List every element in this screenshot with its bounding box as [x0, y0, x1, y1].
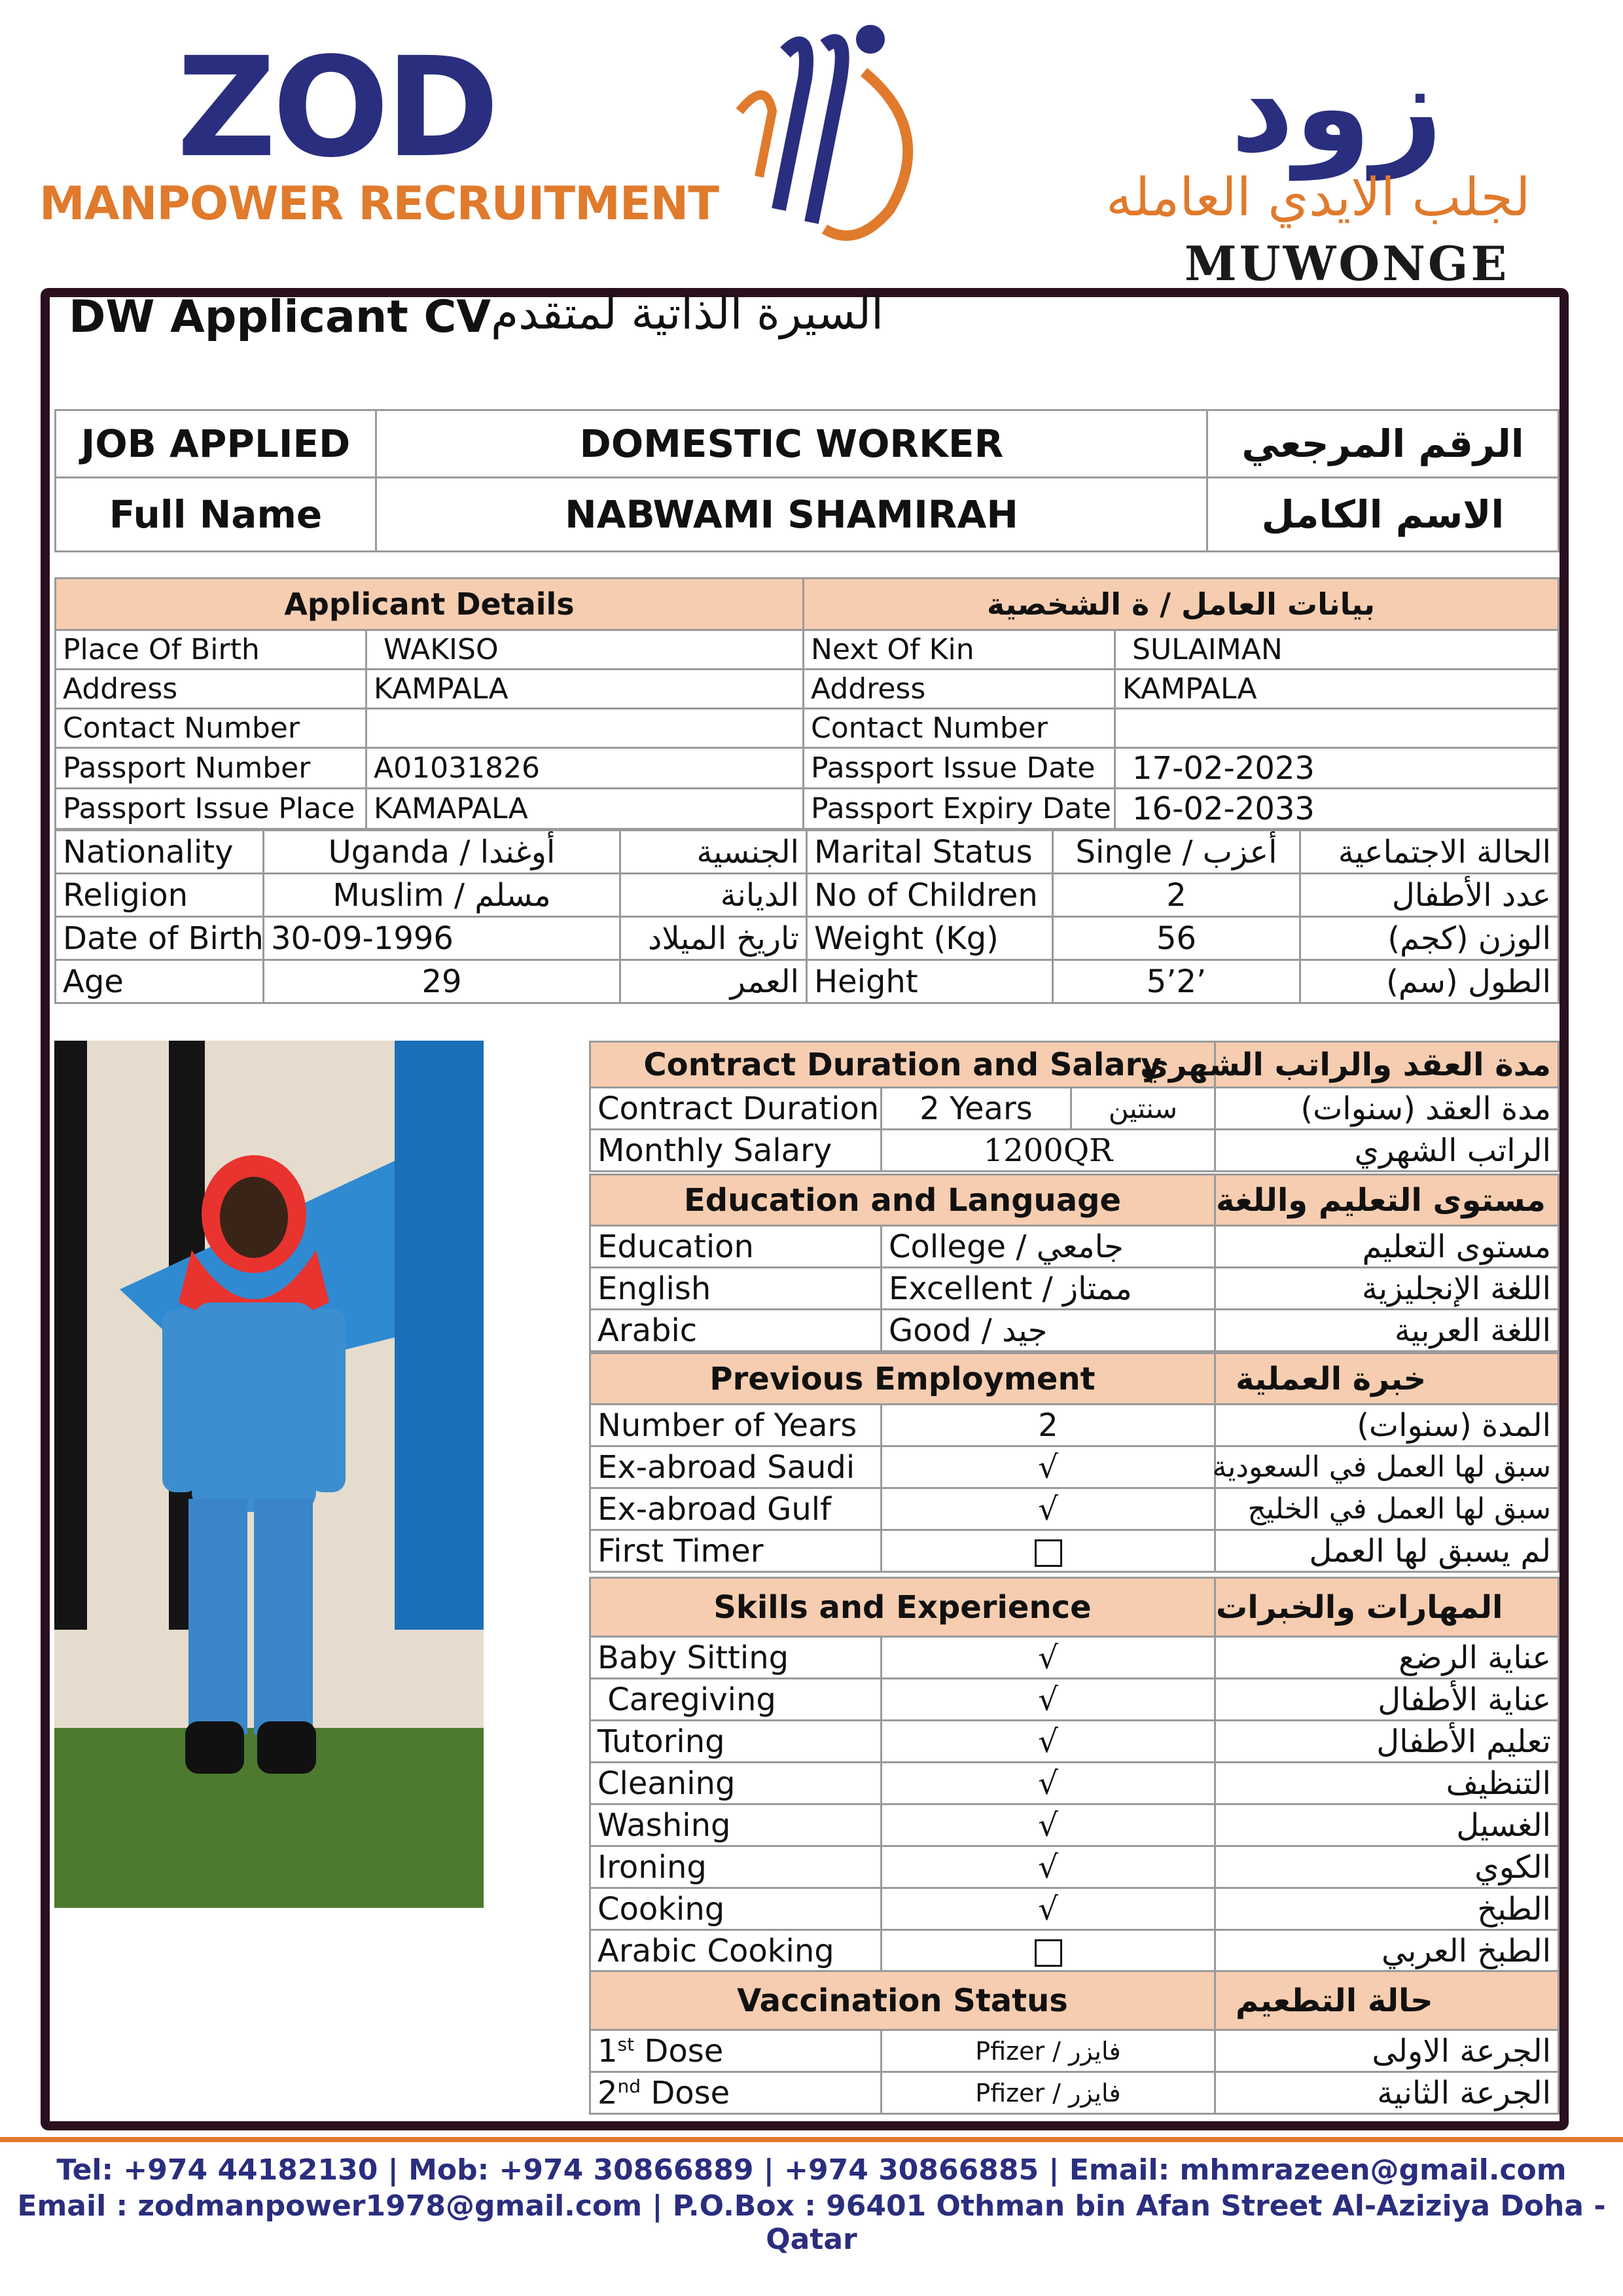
first-timer-checkbox[interactable]: [1035, 1539, 1062, 1567]
contract-duration-label: Contract Duration: [590, 1088, 882, 1130]
education-ar: مستوى التعليم: [1215, 1226, 1559, 1268]
arabic-value: Good / جيد: [882, 1310, 1215, 1352]
dose1-label: 1st Dose: [590, 2030, 882, 2072]
kin-contact-number-value: [1115, 709, 1559, 748]
skill-baby-sitting-ar: عناية الرضع: [1215, 1637, 1559, 1679]
marital-status-value: Single / أعزب: [1053, 831, 1300, 874]
english-ar: اللغة الإنجليزية: [1215, 1268, 1559, 1310]
passport-issue-date-value: 17-02-2023: [1115, 748, 1559, 789]
full-name-ar: الاسم الكامل: [1207, 478, 1559, 552]
children-label: No of Children: [807, 874, 1053, 917]
skill-cooking-ar: الطبخ: [1215, 1888, 1559, 1930]
age-ar: العمر: [620, 960, 807, 1003]
applicant-details-table: [54, 577, 1560, 830]
employment-table: [589, 1352, 1560, 1573]
kin-contact-number-label: Contact Number: [804, 709, 1115, 748]
applicant-details-header: Applicant Details: [56, 579, 804, 630]
education-value: College / جامعي: [882, 1226, 1215, 1268]
dose1-value: Pfizer / فايزر: [882, 2030, 1215, 2072]
dose2-label: 2nd Dose: [590, 2072, 882, 2114]
place-of-birth-value: WAKISO: [366, 630, 804, 670]
kin-address-label: Address: [804, 670, 1115, 709]
skill-baby-sitting-label: Baby Sitting: [590, 1637, 882, 1679]
religion-ar: الديانة: [620, 874, 807, 917]
height-ar: الطول (سم): [1300, 960, 1559, 1003]
brand-arabic-text: زود: [1230, 35, 1443, 180]
skills-header-ar: المهارات والخبرات: [1215, 1578, 1559, 1637]
passport-number-label: Passport Number: [56, 748, 366, 789]
skill-arabic-cooking-ar: الطبخ العربي: [1215, 1930, 1559, 1972]
ex-abroad-saudi-label: Ex-abroad Saudi: [590, 1446, 882, 1488]
passport-expiry-date-label: Passport Expiry Date: [804, 789, 1115, 829]
education-label: Education: [590, 1226, 882, 1268]
dose1-ar: الجرعة الاولى: [1215, 2030, 1559, 2072]
nationality-value: Uganda / أوغندا: [264, 831, 620, 874]
date-of-birth-ar: تاريخ الميلاد: [620, 917, 807, 960]
employment-header-ar: خبرة العملية: [1215, 1354, 1559, 1405]
job-name-table: [54, 409, 1560, 552]
applicant-photo: [54, 1041, 484, 1908]
education-table: [589, 1174, 1560, 1352]
full-name-value: NABWAMI SHAMIRAH: [376, 478, 1207, 552]
passport-number-value: A01031826: [366, 748, 804, 789]
marital-status-label: Marital Status: [807, 831, 1053, 874]
footer-contact-line: Tel: +974 44182130 | Mob: +974 30866889 | +974 30866885 | Email: mhmrazeen@gmail.com: [56, 2153, 1567, 2187]
skill-washing-label: Washing: [590, 1804, 882, 1846]
ex-abroad-gulf-label: Ex-abroad Gulf: [590, 1488, 882, 1530]
ex-abroad-gulf-check: √: [882, 1488, 1215, 1530]
monthly-salary-label: Monthly Salary: [590, 1130, 882, 1172]
arabic-cooking-checkbox[interactable]: [1035, 1939, 1062, 1967]
footer-address-line: Email : zodmanpower1978@gmail.com | P.O.Box : 96401 Othman bin Afan Street Al-Aziziya Doha - Qatar: [17, 2189, 1606, 2256]
monthly-salary-ar: الراتب الشهري: [1215, 1130, 1559, 1172]
contract-duration-value-ar: سنتين: [1071, 1088, 1215, 1130]
skill-ironing-check: √: [882, 1846, 1215, 1888]
contract-duration-value: 2 Years: [882, 1088, 1071, 1130]
contract-table: [589, 1041, 1560, 1172]
monthly-salary-value: 1200QR: [882, 1130, 1215, 1172]
skill-tutoring-label: Tutoring: [590, 1721, 882, 1763]
ex-abroad-gulf-ar: سبق لها العمل في الخليج: [1215, 1488, 1559, 1530]
dose2-value: Pfizer / فايزر: [882, 2072, 1215, 2114]
nationality-ar: الجنسية: [620, 831, 807, 874]
ex-abroad-saudi-check: √: [882, 1446, 1215, 1488]
height-value: 5’2’: [1053, 960, 1300, 1003]
nationality-label: Nationality: [56, 831, 264, 874]
skill-cooking-check: √: [882, 1888, 1215, 1930]
skill-washing-ar: الغسيل: [1215, 1804, 1559, 1846]
skills-table: [589, 1577, 1560, 1973]
contact-number-value: [366, 709, 804, 748]
weight-ar: الوزن (كجم): [1300, 917, 1559, 960]
vaccination-header: Vaccination Status: [590, 1971, 1215, 2030]
vaccination-header-ar: حالة التطعيم: [1215, 1971, 1559, 2030]
years-label: Number of Years: [590, 1405, 882, 1446]
skills-header: Skills and Experience: [590, 1578, 1215, 1637]
next-of-kin-value: SULAIMAN: [1115, 630, 1559, 670]
passport-issue-date-label: Passport Issue Date: [804, 748, 1115, 789]
applicant-details-header-ar: بيانات العامل / ة الشخصية: [804, 579, 1559, 630]
cv-title-arabic: السيرة الذاتية لمتقدم: [491, 288, 884, 340]
years-value: 2: [882, 1405, 1215, 1446]
cv-title: DW Applicant CV: [69, 291, 491, 343]
full-name-label: Full Name: [56, 478, 376, 552]
arabic-ar: اللغة العربية: [1215, 1310, 1559, 1352]
skill-cleaning-check: √: [882, 1763, 1215, 1804]
brand-subtitle: MANPOWER RECRUITMENT: [39, 177, 719, 230]
contract-duration-ar: مدة العقد (سنوات): [1215, 1088, 1559, 1130]
weight-value: 56: [1053, 917, 1300, 960]
place-of-birth-label: Place Of Birth: [56, 630, 366, 670]
skill-caregiving-check: √: [882, 1679, 1215, 1721]
personal-info-table: [54, 829, 1560, 1004]
job-applied-value: DOMESTIC WORKER: [376, 410, 1207, 478]
arabic-label: Arabic: [590, 1310, 882, 1352]
english-value: Excellent / ممتاز: [882, 1268, 1215, 1310]
first-timer-label: First Timer: [590, 1530, 882, 1572]
contract-header: Contract Duration and Salary: [590, 1042, 1215, 1088]
passport-issue-place-value: KAMAPALA: [366, 789, 804, 829]
religion-label: Religion: [56, 874, 264, 917]
skill-washing-check: √: [882, 1804, 1215, 1846]
age-label: Age: [56, 960, 264, 1003]
agency-name: MUWONGE: [1185, 236, 1510, 291]
date-of-birth-value: 30-09-1996: [264, 917, 620, 960]
skill-arabic-cooking-cell: [882, 1930, 1215, 1972]
address-label: Address: [56, 670, 366, 709]
next-of-kin-label: Next Of Kin: [804, 630, 1115, 670]
skill-ironing-label: Ironing: [590, 1846, 882, 1888]
years-ar: المدة (سنوات): [1215, 1405, 1559, 1446]
employment-header: Previous Employment: [590, 1354, 1215, 1405]
ex-abroad-saudi-ar: سبق لها العمل في السعودية: [1215, 1446, 1559, 1488]
skill-ironing-ar: الكوي: [1215, 1846, 1559, 1888]
first-timer-ar: لم يسبق لها العمل: [1215, 1530, 1559, 1572]
address-value: KAMPALA: [366, 670, 804, 709]
passport-expiry-date-value: 16-02-2033: [1115, 789, 1559, 829]
dose2-ar: الجرعة الثانية: [1215, 2072, 1559, 2114]
education-header-ar: مستوى التعليم واللغة: [1215, 1175, 1559, 1226]
passport-issue-place-label: Passport Issue Place: [56, 789, 366, 829]
skill-cooking-label: Cooking: [590, 1888, 882, 1930]
skill-arabic-cooking-label: Arabic Cooking: [590, 1930, 882, 1972]
brand-logo-text: ZOD: [177, 27, 496, 188]
skill-baby-sitting-check: √: [882, 1637, 1215, 1679]
children-ar: عدد الأطفال: [1300, 874, 1559, 917]
weight-label: Weight (Kg): [807, 917, 1053, 960]
skill-cleaning-ar: التنظيف: [1215, 1763, 1559, 1804]
skill-tutoring-check: √: [882, 1721, 1215, 1763]
kin-address-value: KAMPALA: [1115, 670, 1559, 709]
date-of-birth-label: Date of Birth: [56, 917, 264, 960]
children-value: 2: [1053, 874, 1300, 917]
reference-number-ar: الرقم المرجعي: [1207, 410, 1559, 478]
education-header: Education and Language: [590, 1175, 1215, 1226]
skill-caregiving-label: Caregiving: [590, 1679, 882, 1721]
age-value: 29: [264, 960, 620, 1003]
company-logo-icon: [726, 13, 923, 262]
contract-header-ar: مدة العقد والراتب الشهري: [1215, 1042, 1559, 1088]
english-label: English: [590, 1268, 882, 1310]
skill-caregiving-ar: عناية الأطفال: [1215, 1679, 1559, 1721]
vaccination-table: [589, 1970, 1560, 2115]
skill-tutoring-ar: تعليم الأطفال: [1215, 1721, 1559, 1763]
brand-arabic-subtitle: لجلب الايدي العامله: [1106, 167, 1531, 228]
height-label: Height: [807, 960, 1053, 1003]
first-timer-cell: [882, 1530, 1215, 1572]
job-applied-label: JOB APPLIED: [56, 410, 376, 478]
marital-status-ar: الحالة الاجتماعية: [1300, 831, 1559, 874]
skill-cleaning-label: Cleaning: [590, 1763, 882, 1804]
religion-value: Muslim / مسلم: [264, 874, 620, 917]
contact-number-label: Contact Number: [56, 709, 366, 748]
footer-divider: [0, 2137, 1623, 2142]
